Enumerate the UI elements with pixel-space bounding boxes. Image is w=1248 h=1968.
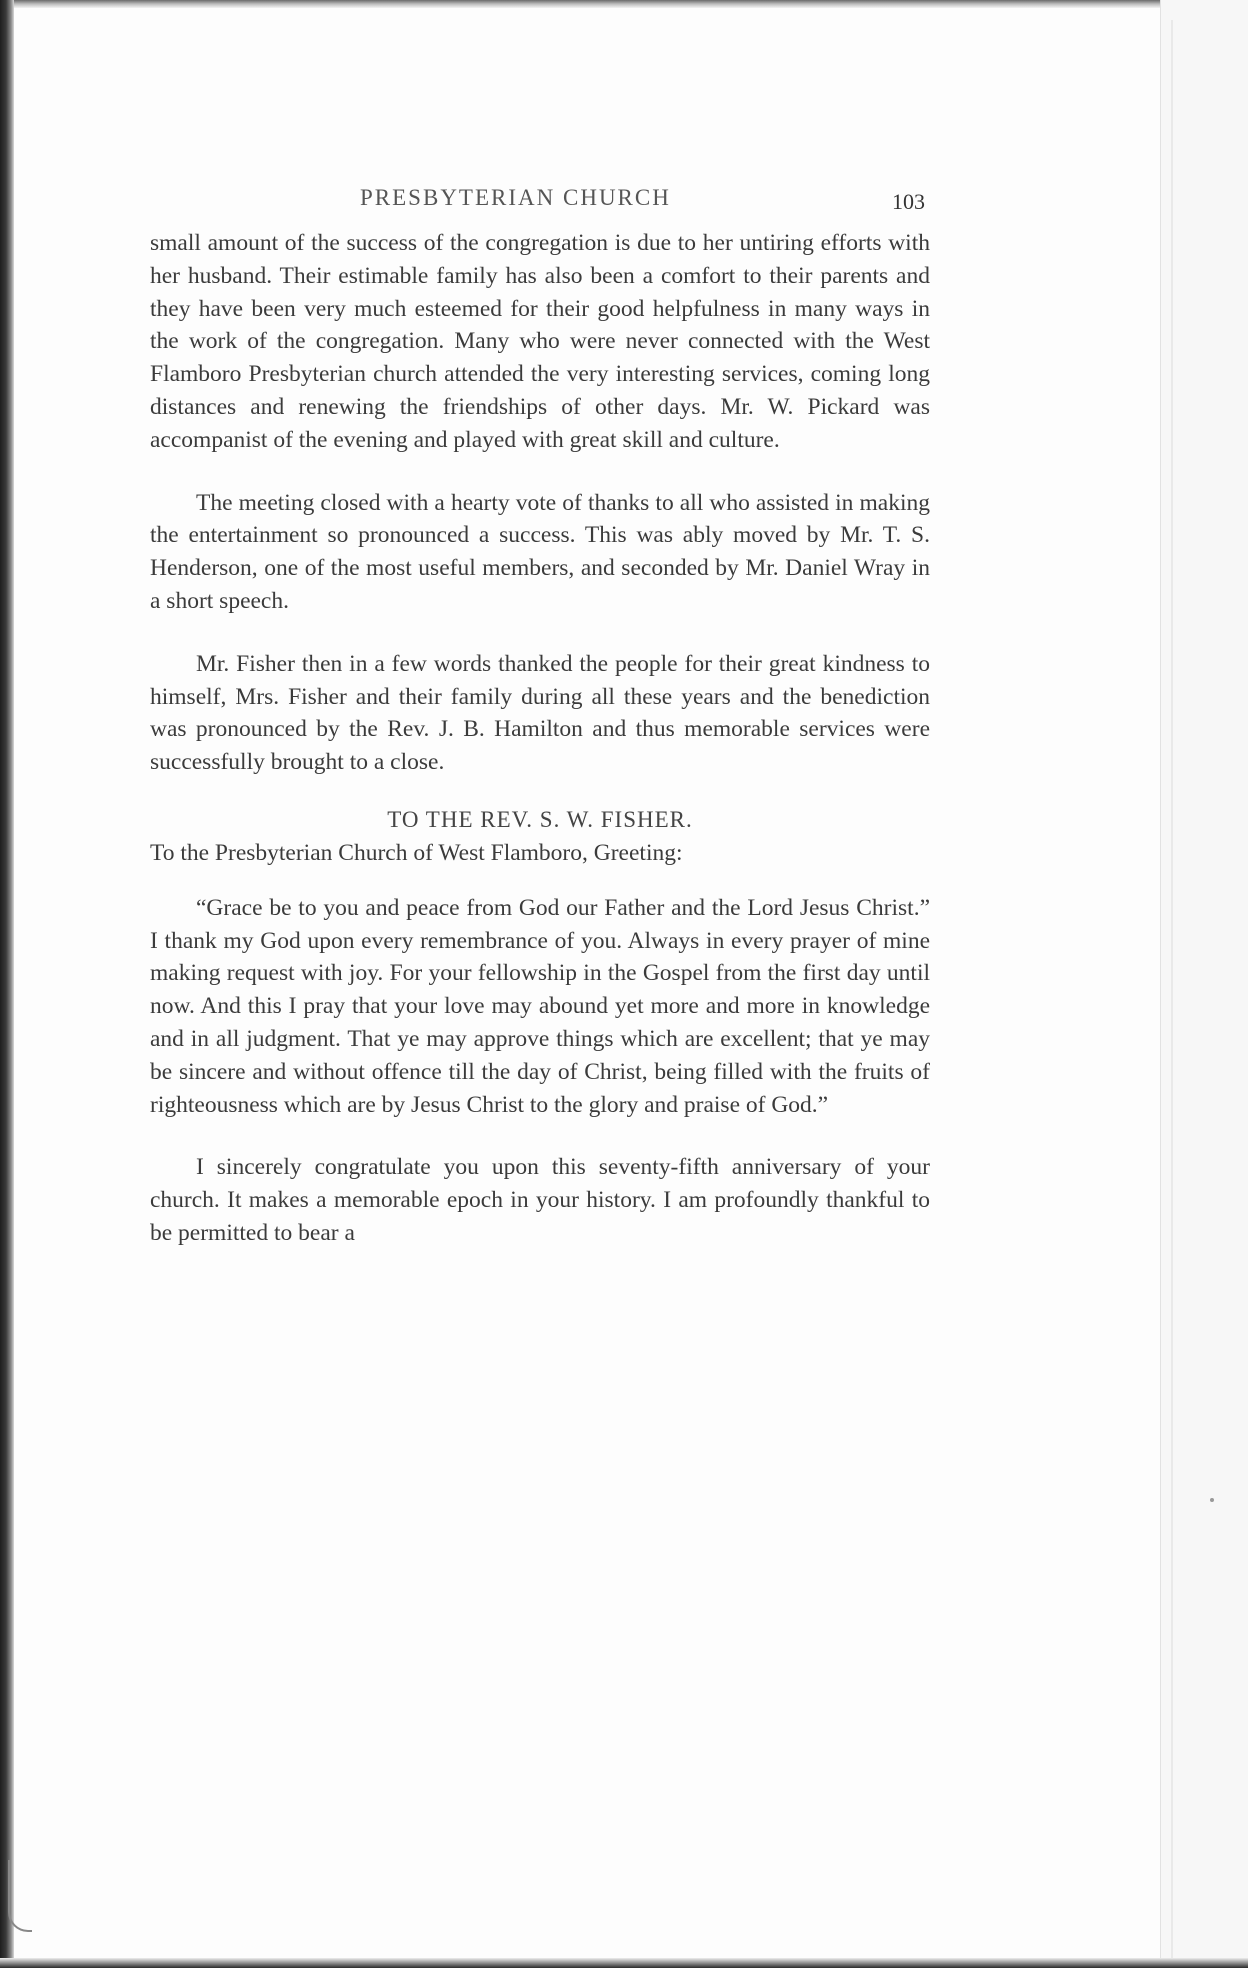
paragraph-vote-of-thanks: The meeting closed with a hearty vote of thanks to all who assisted in making the entertainment so pronounced a success. This was ably moved by Mr. T. S. Henderson, one of the most useful members, and seconded by Mr. Daniel Wray in a short speech. xyxy=(150,489,930,614)
paragraph-congratulation: I sincerely congratulate you upon this seventy-fifth anniversary of your church. It makes a memorable epoch in your history. I am profoundly thankful to be permitted to bear a xyxy=(150,1154,930,1246)
scan-bottom-edge xyxy=(0,1958,1248,1968)
facing-page-edge xyxy=(1160,0,1248,1968)
letter-heading: TO THE REV. S. W. FISHER. xyxy=(387,806,693,832)
scan-left-edge xyxy=(0,0,14,1968)
running-head: PRESBYTERIAN CHURCH xyxy=(360,185,671,210)
paragraph-closing: Mr. Fisher then in a few words thanked the people for their great kindness to himself, Mrs. Fisher and their family during all these years and the benediction was pronounced by the Rev. J. B. Hamilton and thus memorable services were successfully brought to a close. xyxy=(150,650,930,776)
paragraph-scripture: “Grace be to you and peace from God our Father and the Lord Jesus Christ.” I thank my God upon every remembrance of you. Always in every prayer of mine making request with joy. For your fellowship in the Gospel from the first day until now. And this I pray that your love may abound yet more and more in knowledge and in all judgment. That ye may approve things which are excellent; that ye may be sincere and without offence till the day of Christ, being filled with the fruits of righteousness which are by Jesus Christ to the glory and praise of God.” xyxy=(150,894,930,1118)
page-text-block xyxy=(150,185,930,1250)
scan-speck xyxy=(1210,1498,1214,1502)
page-fold-line xyxy=(1171,20,1173,1960)
page-header xyxy=(150,185,930,225)
scan-top-edge xyxy=(0,0,1248,8)
letter-salutation: To the Presbyterian Church of West Flamboro, Greeting: xyxy=(150,839,683,866)
page-curl xyxy=(8,1860,32,1932)
paragraph-continuation: small amount of the success of the congregation is due to her untiring efforts with her husband. Their estimable family has also been a comfort to their parents and they have been very much esteemed for their good helpfulness in many ways in the work of the congregation. Many who were never connected with the West Flamboro Presbyterian church attended the very interesting services, coming long distances and renewing the friendships of other days. Mr. W. Pickard was accompanist of the evening and played with great skill and culture. xyxy=(150,230,930,453)
page-number: 103 xyxy=(892,189,925,214)
